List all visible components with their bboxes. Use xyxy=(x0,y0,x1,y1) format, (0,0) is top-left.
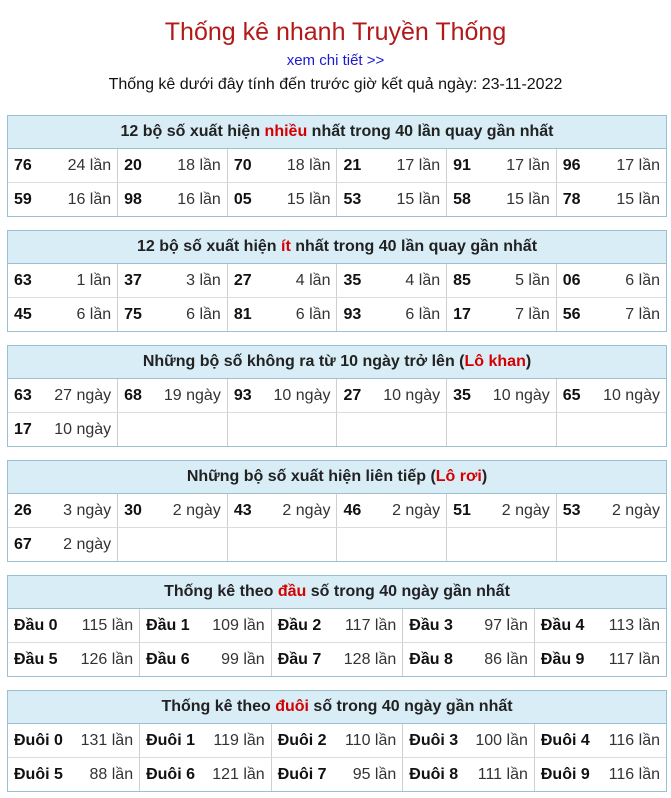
stat-count: 4 lần xyxy=(405,271,441,289)
stat-count: 109 lần xyxy=(212,616,265,634)
stat-cell xyxy=(556,528,666,562)
stat-number: Đầu 1 xyxy=(146,616,190,634)
stat-number: 75 xyxy=(124,305,142,323)
most-frequent-table xyxy=(7,115,667,217)
stat-number: 37 xyxy=(124,271,142,289)
section-title-text: Những bộ số xuất hiện liên tiếp ( xyxy=(186,468,436,485)
stat-cell xyxy=(118,413,228,447)
stat-count: 128 lần xyxy=(343,650,397,668)
stat-number: 65 xyxy=(562,386,581,404)
stats-grid xyxy=(8,494,666,561)
stat-cell xyxy=(556,379,666,413)
tail-digit-table xyxy=(7,690,667,792)
stat-cell xyxy=(337,413,447,447)
least-frequent-table xyxy=(7,230,667,332)
stat-cell xyxy=(140,609,272,643)
stat-number: Đuôi 2 xyxy=(277,731,327,749)
stat-count: 99 lần xyxy=(221,650,265,668)
stat-count: 2 ngày xyxy=(282,501,331,519)
stat-number: 78 xyxy=(562,190,581,208)
stat-cell xyxy=(556,494,666,528)
stat-count: 97 lần xyxy=(484,616,528,634)
section-title-text: ) xyxy=(481,468,488,485)
stat-number: Đuôi 9 xyxy=(540,765,590,783)
stat-cell xyxy=(8,609,140,643)
section-title-text: nhất trong 40 lần quay gần nhất xyxy=(307,123,554,140)
stats-grid xyxy=(8,149,666,216)
lo-roi-table xyxy=(7,460,667,562)
stat-cell xyxy=(447,298,557,332)
stat-cell xyxy=(8,758,140,792)
stat-number: Đuôi 1 xyxy=(146,731,195,749)
stat-number: 56 xyxy=(562,305,581,323)
stat-count: 10 ngày xyxy=(603,386,660,404)
section-title-text: nhất trong 40 lần quay gần nhất xyxy=(290,238,538,255)
stat-number: 27 xyxy=(233,271,252,289)
stat-count: 17 lần xyxy=(396,156,441,174)
table-row xyxy=(8,609,666,643)
stat-number: Đuôi 0 xyxy=(14,731,63,749)
section-title xyxy=(8,231,666,264)
stat-count: 2 ngày xyxy=(501,501,550,519)
stats-grid xyxy=(8,724,666,791)
stat-count: 19 ngày xyxy=(163,386,221,404)
lo-khan-table xyxy=(7,345,667,447)
stat-cell xyxy=(140,758,272,792)
table-row xyxy=(8,379,666,413)
stat-count: 2 ngày xyxy=(392,501,441,519)
stat-cell xyxy=(337,149,447,183)
stat-count: 110 lần xyxy=(344,731,397,749)
stat-cell xyxy=(447,528,557,562)
section-title-text: ) xyxy=(525,353,532,370)
stat-number: 20 xyxy=(124,156,142,174)
stat-number: 68 xyxy=(124,386,142,404)
section-title xyxy=(8,576,666,609)
stat-number: 93 xyxy=(233,386,252,404)
stat-count: 3 lần xyxy=(186,271,221,289)
stat-cell xyxy=(8,643,140,677)
section-title-text: Những bộ số không ra từ 10 ngày trở lên ( xyxy=(142,353,465,370)
section-title-text: số trong 40 ngày gần nhất xyxy=(308,698,513,715)
stat-count: 3 ngày xyxy=(63,501,112,519)
section-title xyxy=(8,461,666,494)
stat-number: 51 xyxy=(453,501,471,519)
stat-number: 35 xyxy=(343,271,362,289)
stat-cell xyxy=(8,264,118,298)
stat-number: 70 xyxy=(233,156,252,174)
stat-number: 91 xyxy=(453,156,471,174)
stat-cell xyxy=(8,379,118,413)
stat-count: 2 ngày xyxy=(63,535,112,553)
section-title-highlight: ít xyxy=(281,238,291,255)
section-title-text: số trong 40 ngày gần nhất xyxy=(306,583,510,600)
stat-cell xyxy=(447,264,557,298)
stat-cell xyxy=(227,494,337,528)
stat-cell xyxy=(118,149,228,183)
stat-cell xyxy=(227,413,337,447)
stat-number: 63 xyxy=(14,386,32,404)
stat-count: 7 lần xyxy=(625,305,660,323)
stat-count: 116 lần xyxy=(608,731,660,749)
table-row xyxy=(8,494,666,528)
stat-number: 30 xyxy=(124,501,142,519)
stat-count: 27 ngày xyxy=(54,386,112,404)
stat-number: Đuôi 8 xyxy=(409,765,459,783)
stat-count: 117 lần xyxy=(608,650,660,668)
section-title-text: Thống kê theo xyxy=(164,583,278,600)
stat-count: 6 lần xyxy=(186,305,221,323)
stat-count: 18 lần xyxy=(177,156,221,174)
stat-number: 81 xyxy=(233,305,252,323)
stat-number: Đầu 2 xyxy=(277,616,322,634)
stat-number: 53 xyxy=(343,190,362,208)
stat-cell xyxy=(8,413,118,447)
stat-cell xyxy=(337,183,447,217)
section-title-highlight: nhiều xyxy=(264,123,308,140)
stat-count: 100 lần xyxy=(475,731,528,749)
stat-cell xyxy=(271,609,403,643)
stat-count: 15 lần xyxy=(506,190,550,208)
stat-number: Đầu 4 xyxy=(540,616,585,634)
stat-cell xyxy=(556,183,666,217)
section-title xyxy=(8,116,666,149)
stat-cell xyxy=(534,609,666,643)
stat-cell xyxy=(140,643,272,677)
stat-cell xyxy=(227,379,337,413)
stats-grid xyxy=(8,264,666,331)
stat-number: Đuôi 4 xyxy=(540,731,590,749)
stat-number: Đầu 0 xyxy=(14,616,58,634)
stat-count: 16 lần xyxy=(177,190,221,208)
stat-cell xyxy=(337,379,447,413)
section-title-text: Thống kê theo xyxy=(161,698,276,715)
stat-cell xyxy=(8,183,118,217)
stat-number: 59 xyxy=(14,190,32,208)
stat-cell xyxy=(556,298,666,332)
stat-cell xyxy=(118,494,228,528)
table-row xyxy=(8,528,666,562)
stat-number: Đầu 6 xyxy=(146,650,190,668)
stat-count: 131 lần xyxy=(80,731,134,749)
stat-count: 2 ngày xyxy=(611,501,660,519)
stat-cell xyxy=(8,724,140,758)
stat-count: 18 lần xyxy=(286,156,331,174)
stat-cell xyxy=(8,298,118,332)
stat-cell xyxy=(534,724,666,758)
stat-count: 119 lần xyxy=(213,731,265,749)
stats-grid xyxy=(8,609,666,676)
stat-cell xyxy=(337,494,447,528)
stat-count: 113 lần xyxy=(608,616,660,634)
stat-count: 95 lần xyxy=(352,765,397,783)
section-title xyxy=(8,691,666,724)
page-header xyxy=(0,0,671,95)
stat-count: 17 lần xyxy=(616,156,660,174)
stat-cell xyxy=(556,264,666,298)
stat-number: 63 xyxy=(14,271,32,289)
stat-cell xyxy=(8,149,118,183)
section-title-highlight: Lô rơi xyxy=(435,468,482,485)
stat-cell xyxy=(118,264,228,298)
stat-number: 85 xyxy=(453,271,471,289)
stat-cell xyxy=(447,494,557,528)
stat-cell xyxy=(556,413,666,447)
stat-cell xyxy=(337,264,447,298)
stat-cell xyxy=(118,183,228,217)
stat-cell xyxy=(403,758,535,792)
stat-count: 4 lần xyxy=(295,271,331,289)
page-subtitle: Thống kê dưới đây tính đến trước giờ kết quả ngày: 23-11-2022 xyxy=(108,76,563,93)
stat-count: 2 ngày xyxy=(172,501,221,519)
stat-number: 26 xyxy=(14,501,32,519)
stat-number: 17 xyxy=(453,305,471,323)
stat-number: 21 xyxy=(343,156,362,174)
table-row xyxy=(8,298,666,332)
stat-number: Đầu 9 xyxy=(540,650,585,668)
section-title-text: 12 bộ số xuất hiện xyxy=(136,238,281,255)
stat-number: 93 xyxy=(343,305,362,323)
stat-cell xyxy=(271,758,403,792)
stat-count: 7 lần xyxy=(515,305,550,323)
stat-number: Đầu 3 xyxy=(409,616,453,634)
section-title-text: 12 bộ số xuất hiện xyxy=(120,123,265,140)
stat-cell xyxy=(534,643,666,677)
view-detail-link[interactable]: xem chi tiết >> xyxy=(286,52,385,69)
stat-cell xyxy=(227,264,337,298)
stat-number: 17 xyxy=(14,420,32,438)
stat-number: Đuôi 7 xyxy=(277,765,327,783)
stat-cell xyxy=(403,643,535,677)
stat-cell xyxy=(271,724,403,758)
table-row xyxy=(8,643,666,677)
stat-count: 15 lần xyxy=(286,190,331,208)
stat-number: 46 xyxy=(343,501,362,519)
stat-count: 126 lần xyxy=(80,650,134,668)
stat-cell xyxy=(227,183,337,217)
stat-count: 6 lần xyxy=(76,305,112,323)
stat-cell xyxy=(556,149,666,183)
stat-cell xyxy=(227,149,337,183)
table-row xyxy=(8,183,666,217)
stat-number: 98 xyxy=(124,190,142,208)
stat-count: 15 lần xyxy=(396,190,441,208)
stat-count: 24 lần xyxy=(67,156,112,174)
stat-number: 67 xyxy=(14,535,32,553)
stat-cell xyxy=(8,494,118,528)
table-row xyxy=(8,724,666,758)
head-digit-table xyxy=(7,575,667,677)
stat-cell xyxy=(118,298,228,332)
stat-cell xyxy=(227,298,337,332)
stat-cell xyxy=(447,379,557,413)
stat-count: 6 lần xyxy=(295,305,331,323)
table-row xyxy=(8,413,666,447)
table-row xyxy=(8,264,666,298)
section-title-highlight: đuôi xyxy=(275,698,309,715)
stat-count: 115 lần xyxy=(81,616,134,634)
stat-cell xyxy=(447,413,557,447)
stat-cell xyxy=(271,643,403,677)
stat-number: 45 xyxy=(14,305,32,323)
stat-cell xyxy=(118,528,228,562)
stat-count: 15 lần xyxy=(616,190,660,208)
stat-count: 5 lần xyxy=(515,271,550,289)
stat-count: 88 lần xyxy=(89,765,134,783)
stat-cell xyxy=(227,528,337,562)
stat-count: 121 lần xyxy=(212,765,265,783)
stat-count: 117 lần xyxy=(344,616,397,634)
stat-number: 27 xyxy=(343,386,362,404)
stat-number: 53 xyxy=(562,501,581,519)
stat-count: 10 ngày xyxy=(492,386,550,404)
stat-cell xyxy=(337,298,447,332)
stat-cell xyxy=(534,758,666,792)
stat-count: 16 lần xyxy=(67,190,112,208)
stat-count: 10 ngày xyxy=(54,420,112,438)
stat-cell xyxy=(447,183,557,217)
stat-number: 58 xyxy=(453,190,471,208)
stat-cell xyxy=(447,149,557,183)
stat-number: 43 xyxy=(233,501,252,519)
stat-number: 05 xyxy=(233,190,252,208)
stat-cell xyxy=(403,609,535,643)
section-title-highlight: đầu xyxy=(277,583,307,600)
stat-number: Đầu 5 xyxy=(14,650,58,668)
stat-count: 6 lần xyxy=(625,271,660,289)
stat-count: 17 lần xyxy=(506,156,550,174)
stat-number: Đuôi 5 xyxy=(14,765,63,783)
stat-count: 10 ngày xyxy=(383,386,441,404)
section-title xyxy=(8,346,666,379)
stat-number: 06 xyxy=(562,271,581,289)
stat-count: 6 lần xyxy=(405,305,441,323)
stat-number: Đầu 8 xyxy=(409,650,453,668)
stat-number: Đầu 7 xyxy=(277,650,322,668)
stat-cell xyxy=(140,724,272,758)
stat-count: 86 lần xyxy=(484,650,528,668)
table-row xyxy=(8,149,666,183)
stat-cell xyxy=(403,724,535,758)
page-title: Thống kê nhanh Truyền Thống xyxy=(164,18,507,46)
stats-grid xyxy=(8,379,666,446)
table-row xyxy=(8,758,666,792)
stat-number: 96 xyxy=(562,156,581,174)
stat-count: 116 lần xyxy=(608,765,660,783)
section-title-highlight: Lô khan xyxy=(464,353,526,370)
stat-cell xyxy=(8,528,118,562)
stat-number: Đuôi 6 xyxy=(146,765,195,783)
stat-count: 1 lần xyxy=(76,271,112,289)
stat-number: Đuôi 3 xyxy=(409,731,459,749)
stat-count: 111 lần xyxy=(477,765,528,783)
stat-cell xyxy=(337,528,447,562)
stat-number: 76 xyxy=(14,156,32,174)
stat-count: 10 ngày xyxy=(273,386,331,404)
stat-number: 35 xyxy=(453,386,471,404)
stat-cell xyxy=(118,379,228,413)
